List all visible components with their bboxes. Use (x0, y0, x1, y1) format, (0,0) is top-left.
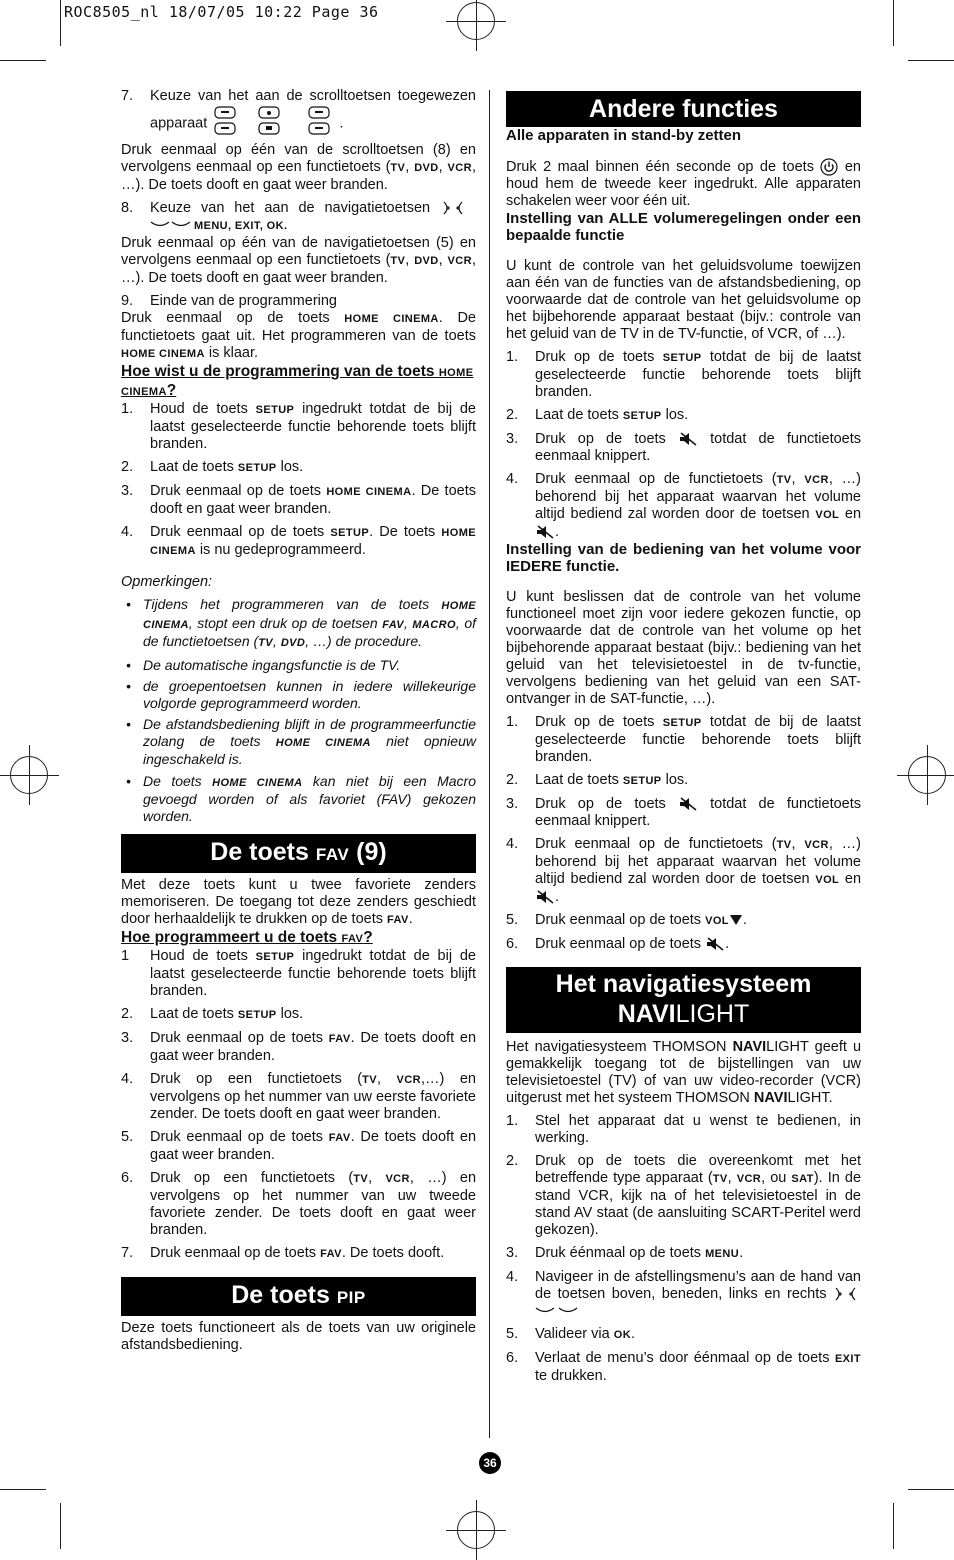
crop-mark (908, 1489, 954, 1490)
pip-text: Deze toets functioneert als de toets van uw originele afstandsbediening. (121, 1320, 476, 1353)
note-item: • De afstandsbediening blijft in de programmeerfunctie zolang de toets HOME CINEMA niet opnieuw ingeschakeld is. (126, 716, 476, 767)
all-volume-intro: U kunt de controle van het geluidsvolume toewijzen aan één van de functies van de afstandsbediening, op voorwaarde dat de controle van het geluidsvolume op het bijbehorende apparaat bestaat (bijv.: controle van het geluid van de TV in de TV-functie, of VCR, of …). (506, 258, 861, 342)
step-number: 8. (121, 200, 134, 216)
each-volume-heading: Instelling van de bediening van het volume voor IEDERE functie. (506, 541, 861, 575)
registration-mark (457, 2, 495, 40)
fav-intro: Met deze toets kunt u twee favoriete zenders memoriseren. De toegang tot deze zenders geschiedt door herhaaldelijk te drukken op de toets FAV. (121, 877, 476, 927)
print-slug: ROC8505_nl 18/07/05 10:22 Page 36 (64, 3, 379, 21)
registration-mark (10, 756, 48, 794)
left-column (121, 88, 476, 1354)
erase-steps: 1. Houd de toets SETUP ingedrukt totdat de bij de laatst geselecteerde functie behorende toets blijft branden. 2. Laat de toets SETUP los. 3. Druk eenmaal op de toets HOME CINEMA. De toets dooft en gaat weer branden. 4. Druk eenmaal op de toets SETUP. De toets HOME CINEMA is nu gedeprogrammeerd. (121, 401, 477, 558)
navigation-keys-icon (833, 1287, 861, 1301)
crop-mark (893, 1503, 894, 1549)
mute-icon (678, 432, 698, 446)
note-item: • De automatische ingangsfunctie is de TV. (126, 656, 401, 673)
crop-mark (0, 1489, 46, 1490)
standby-heading: Alle apparaten in stand-by zetten (506, 127, 742, 144)
column-divider (489, 90, 490, 1438)
mute-icon (705, 937, 725, 951)
all-volume-heading: Instelling van ALLE volumeregelingen onder een bepaalde functie (506, 210, 861, 244)
step-9 (121, 293, 476, 310)
navilight-steps: 1. Stel het apparaat dat u wenst te bedienen, in werking. 2. Druk op de toets die overeenkomt met het betreffende type apparaat (TV, VCR, ou SAT). In de stand VCR, kijk na of het televisietoestel in de stand AV staat (de aansluiting SCART-Peritel werd gekozen). 3. Druk éénmaal op de toets MENU. 4. Navigeer in de afstellingsmenu’s aan de hand van de toetsen boven, beneden, links en rechts 5. Valideer via OK. 6. Verlaat de menu’s door éénmaal op de toets EXIT te drukken. (506, 1113, 862, 1384)
navilight-intro: Het navigatiesysteem THOMSON NAVILIGHT geeft u gemakkelijk toegang tot de bijstellingen van uw televisietoestel (TV) of van uw video-recorder (VCR) uitgerust met het systeem THOMSON NAVILIGHT. (506, 1039, 862, 1106)
erase-programming-heading: Hoe wist u de programmering van de toets HOME CINEMA? (121, 363, 474, 399)
all-volume-steps: 1. Druk op de toets SETUP totdat de bij de laatst geselecteerde functie behorende toets blijft branden. 2. Laat de toets SETUP los. 3. Druk op de toets totdat de functietoets eenmaal knippert. 4. Druk eenmaal op de functietoets (TV, VCR, …) behorend bij het apparaat waarvan het volume altijd bediend zal worden door de toetsen VOL en . (506, 349, 862, 540)
scroll-key-icon (211, 105, 335, 137)
registration-mark (908, 756, 946, 794)
fav-section-heading: De toets FAV (9) (121, 834, 476, 873)
step-9-body: Druk eenmaal op de toets HOME CINEMA. De functietoets gaat uit. Het programmeren van de toets HOME CINEMA is klaar. (121, 310, 476, 361)
each-volume-steps: 1. Druk op de toets SETUP totdat de bij de laatst geselecteerde functie behorende toets blijft branden. 2. Laat de toets SETUP los. 3. Druk op de toets totdat de functietoets eenmaal knippert. 4. Druk eenmaal op de functietoets (TV, VCR, …) behorend bij het apparaat waarvan het volume altijd bediend zal worden door de toetsen VOL en . 5. Druk eenmaal op de toets VOL . 6. Druk eenmaal op de toets . (506, 714, 862, 952)
standby-text: Druk 2 maal binnen één seconde op de toets en houd hem de tweede keer ingedrukt. Alle apparaten schakelen weer voor één uit. (506, 158, 861, 209)
other-functions-heading: Andere functies (506, 91, 861, 127)
navilight-heading: Het navigatiesysteem NAVILIGHT (506, 967, 861, 1033)
navigation-keys-icon (440, 201, 476, 215)
volume-down-icon (729, 914, 743, 926)
registration-mark (457, 1511, 495, 1549)
fav-steps: 1 Houd de toets SETUP ingedrukt totdat de bij de laatst geselecteerde functie behorende toets blijft branden. 2. Laat de toets SETUP los. 3. Druk eenmaal op de toets FAV. De toets dooft en gaat weer branden. 4. Druk op een functietoets (TV, VCR,…) en vervolgens op het nummer van uw eerste favoriete zender. De toets dooft en gaat weer branden. 5. Druk eenmaal op de toets FAV. De toets dooft en gaat weer branden. 6. Druk op een functietoets (TV, VCR, …) en vervolgens op het nummer van uw tweede favoriete zender. De toets dooft en gaat weer branden. 7. Druk eenmaal op de toets FAV. De toets dooft. (121, 948, 477, 1261)
note-item: • Tijdens het programmeren van de toets HOME CINEMA, stopt een druk op de toetsen FAV, MACRO, of de functietoetsen (TV, DVD, …) de procedure. (126, 596, 477, 649)
note-item: • de groepentoetsen kunnen in iedere willekeurige volgorde geprogrammeerd worden. (126, 678, 476, 711)
step-7-body: Druk eenmaal op één van de scrolltoetsen (8) en vervolgens eenmaal op een functietoets (TV, DVD, VCR, …). De toets dooft en gaat weer branden. (121, 142, 476, 193)
crop-mark (0, 60, 46, 61)
crop-mark (893, 0, 894, 46)
step-7: 7. Keuze van het aan de scrolltoetsen toegewezen apparaat . (121, 88, 476, 142)
step-number: 9. (121, 293, 134, 309)
power-icon (820, 158, 838, 176)
fav-programming-heading: Hoe programmeert u de toets FAV? (121, 929, 373, 946)
step-text: Keuze van het aan de navigatietoetsen (150, 200, 431, 216)
step-text: Einde van de programmering (150, 293, 337, 309)
mute-icon (535, 525, 555, 539)
step-number: 7. (121, 88, 134, 104)
navigation-keys-icon (535, 1305, 579, 1317)
crop-mark (60, 0, 61, 46)
note-item: • De toets HOME CINEMA kan niet bij een Macro gevoegd worden of als favoriet (FAV) gekozen worden. (126, 772, 476, 824)
page-number: 36 (479, 1452, 501, 1474)
notes-title: Opmerkingen: (121, 574, 213, 590)
crop-mark (908, 60, 954, 61)
each-volume-intro: U kunt beslissen dat de controle van het volume functioneel moet zijn voor iedere gekozen functie, op voorwaarde dat de controle van het volume op het bijbehorende apparaat bestaat (bijv.: bediening van het geluid van het televisietoestel in de tv-functie, vervolgens bediening van het geluid van een SAT-ontvanger in de SAT-functie, …). (506, 589, 861, 707)
pip-section-heading: De toets PIP (121, 1277, 476, 1316)
mute-icon (678, 797, 698, 811)
programming-steps-continued (121, 88, 476, 142)
step-text: Keuze van het aan de scrolltoetsen toegewezen apparaat (150, 88, 476, 132)
step-8: 8. Keuze van het aan de navigatietoetsen MENU, EXIT, OK. (121, 200, 476, 235)
mute-icon (535, 890, 555, 904)
scroll-keys-icons (211, 105, 335, 142)
notes-list (121, 596, 476, 824)
step-8-body: Druk eenmaal op één van de navigatietoetsen (5) en vervolgens eenmaal op een functietoets (TV, DVD, VCR, …). De toets dooft en gaat weer branden. (121, 235, 476, 286)
right-column (506, 91, 861, 1385)
crop-mark (60, 1503, 61, 1549)
navigation-keys-icon (150, 219, 190, 231)
